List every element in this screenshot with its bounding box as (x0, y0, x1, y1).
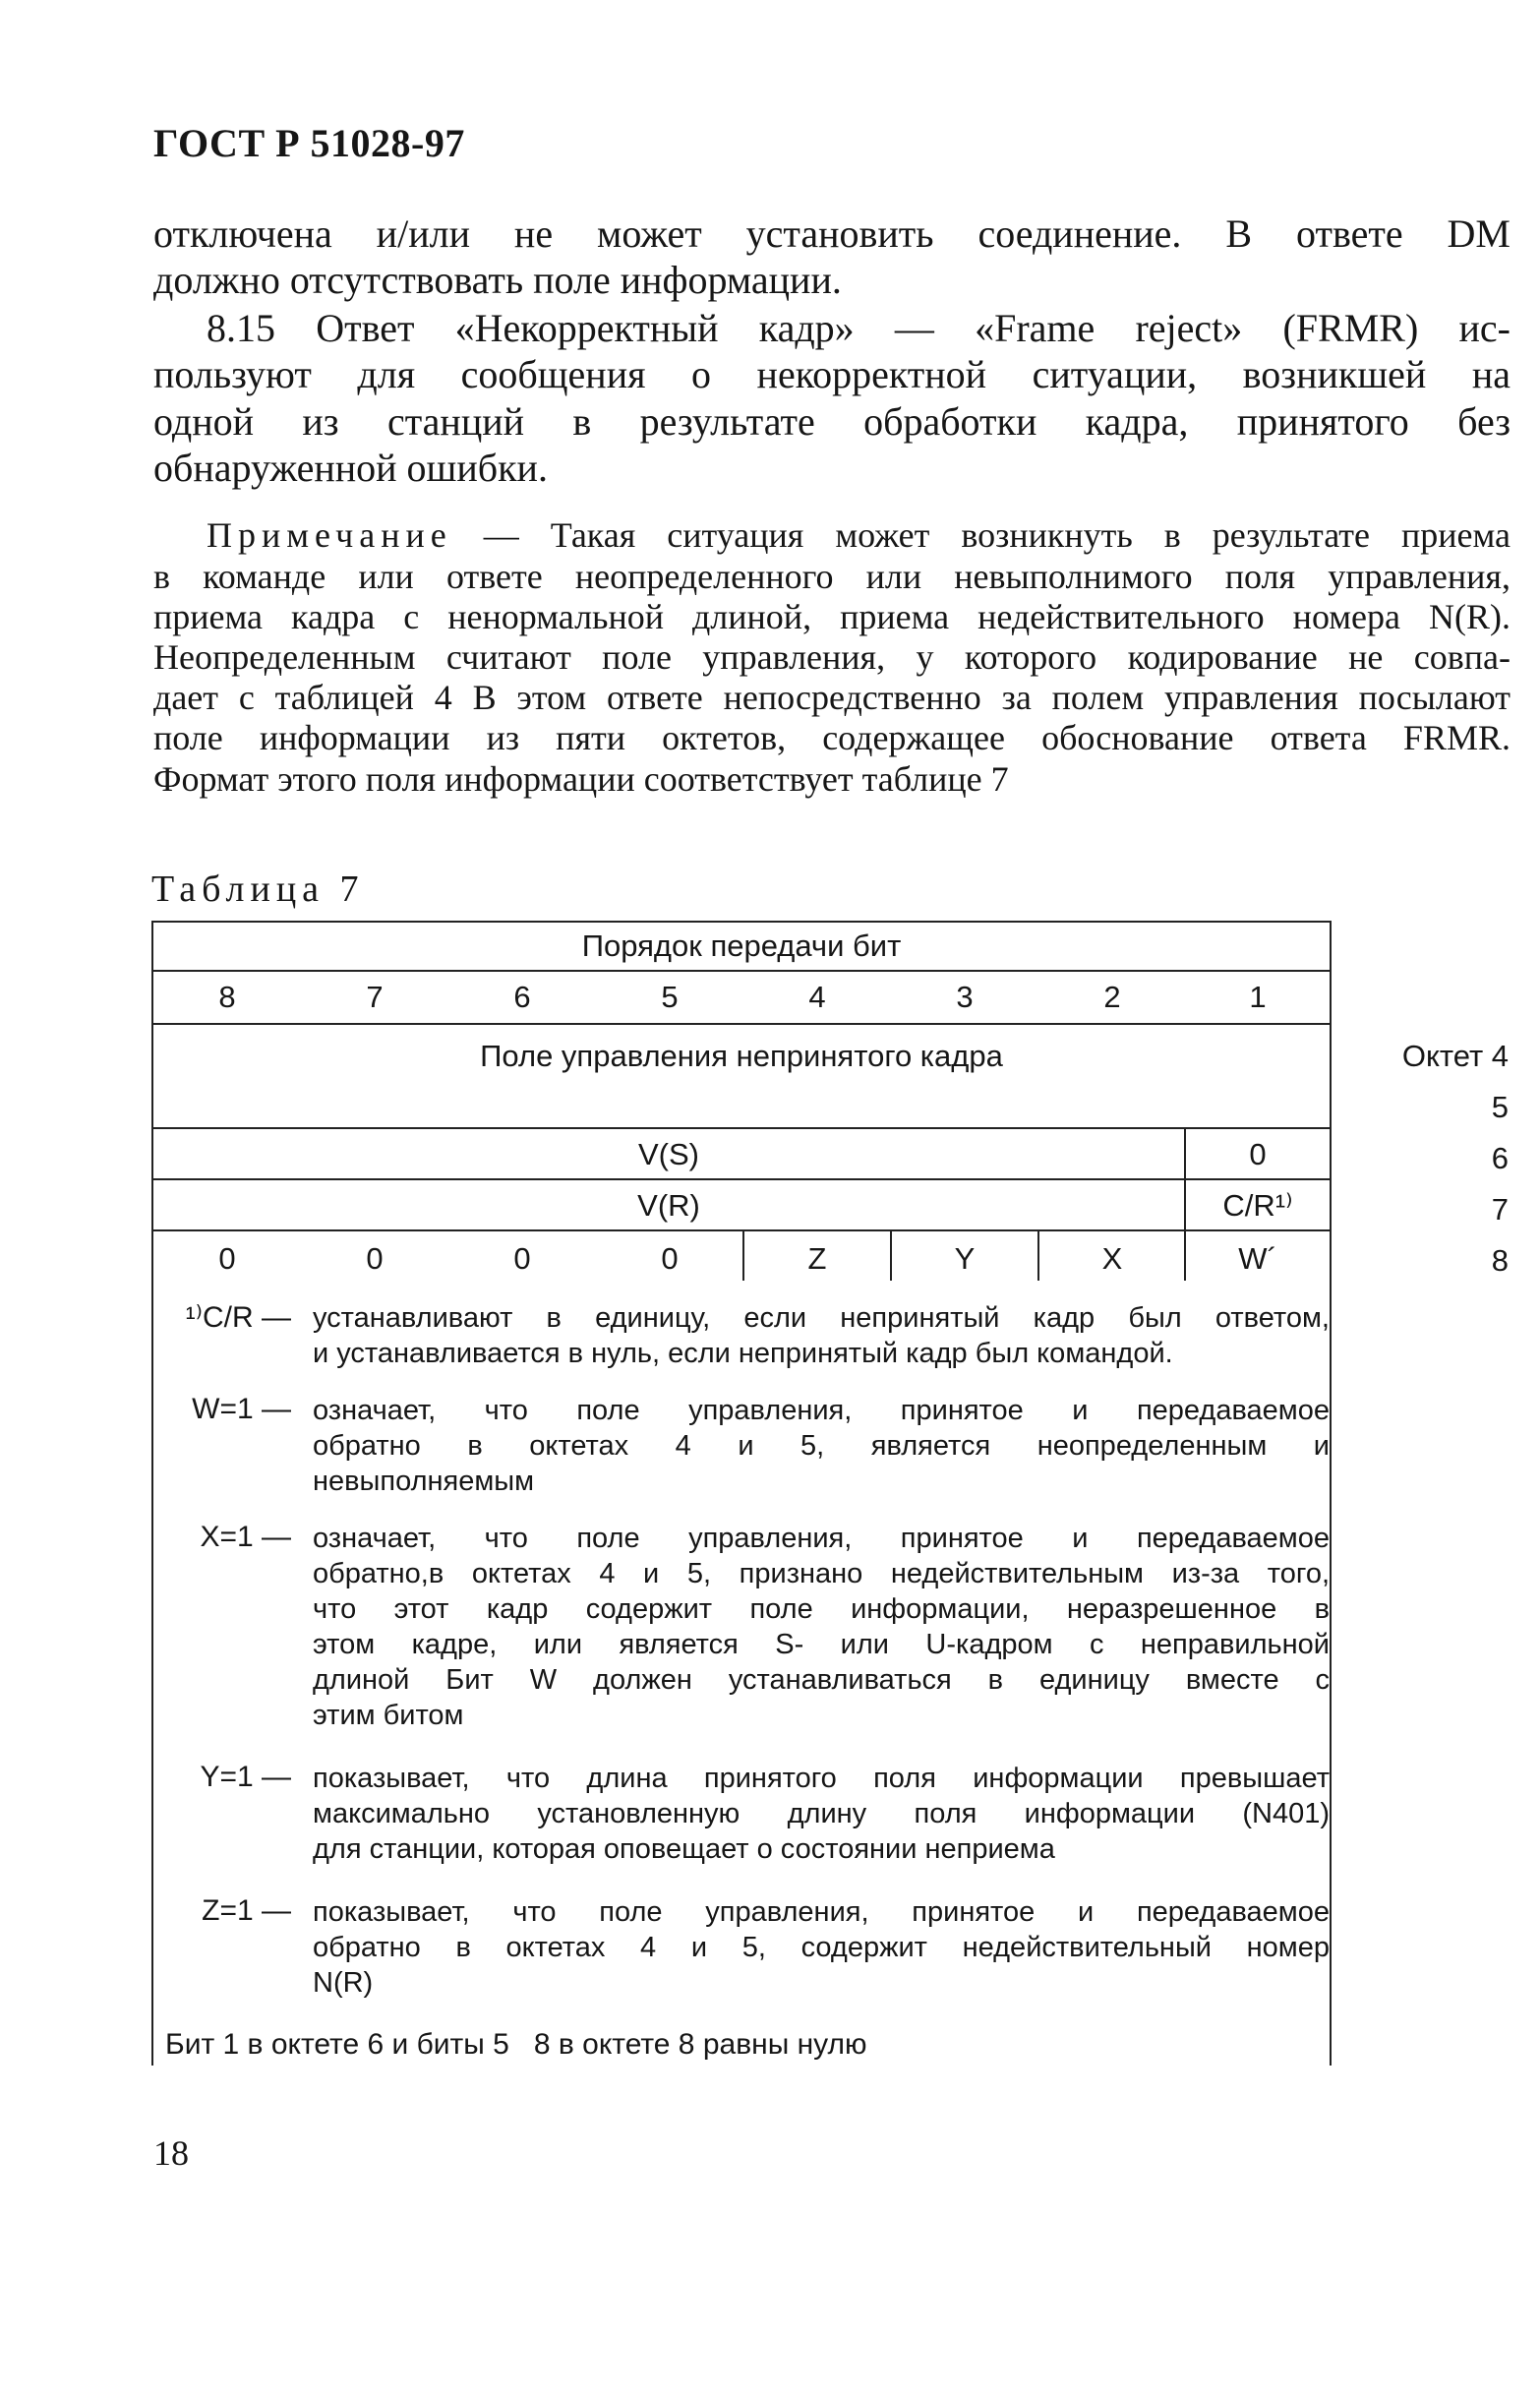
octet-label: 8 (1491, 1243, 1509, 1278)
bit-number: 1 (1249, 980, 1267, 1014)
footnote-key: ¹⁾C/R — (185, 1301, 291, 1334)
document-header: ГОСТ Р 51028-97 (153, 121, 465, 165)
paragraph-line: должно отсутствовать поле информации. (153, 258, 842, 302)
page-number: 18 (153, 2133, 189, 2173)
bit-number: 8 (218, 980, 236, 1014)
paragraph-line: отключена и/или не может установить соединение. В ответе DM (153, 211, 1510, 256)
octet-label: 5 (1491, 1090, 1509, 1124)
paragraph-line: пользуют для сообщения о некорректной ситуации, возникшей на (153, 352, 1510, 396)
paragraph-line: одной из станций в результате обработки кадра, принятого без (153, 399, 1510, 444)
note-line: приема кадра с ненормальной длиной, приема недействительного номера N(R). (153, 597, 1510, 636)
note-line: Неопределенным считают поле управления, у которого кодирование не совпа- (153, 637, 1510, 677)
control-field-cell: Поле управления непринятого кадра (480, 1039, 1003, 1073)
footnote-key: Y=1 — (200, 1761, 291, 1793)
table-caption: Таблица 7 (151, 869, 365, 910)
row8-bit-cell: 0 (513, 1241, 531, 1276)
footnote-key: W=1 — (192, 1393, 291, 1425)
octet-label: 7 (1491, 1192, 1509, 1227)
octet-label: Октет 4 (1401, 1039, 1509, 1073)
note-first-line-text: — Такая ситуация может возникнуть в результате приема (451, 515, 1510, 555)
footnote-line: обратно,в октетах 4 и 5, признано недействительным из-за того, (313, 1558, 1330, 1589)
row8-bit-cell: X (1101, 1241, 1123, 1276)
footnote-key: Z=1 — (202, 1894, 291, 1927)
row8-bit-cell: 0 (218, 1241, 236, 1276)
note-line: поле информации из пяти октетов, содержащее обоснование ответа FRMR. (153, 718, 1510, 757)
paragraph-line: обнаруженной ошибки. (153, 446, 548, 490)
row8-bit-cell: 0 (661, 1241, 679, 1276)
footnote-line: обратно в октетах 4 и 5, содержит недействительный номер (313, 1932, 1330, 1963)
table-bottom-note: Бит 1 в октете 6 и биты 5 8 в октете 8 равны нулю (165, 2028, 867, 2061)
footnote-line: для станции, которая оповещает о состоянии неприема (313, 1833, 1055, 1865)
footnote-line: максимально установленную длину поля информации (N401) (313, 1798, 1330, 1829)
cr-cell: C/R¹⁾ (1222, 1188, 1293, 1223)
bit-number: 4 (808, 980, 826, 1014)
footnote-line: этом кадре, или является S- или U-кадром с неправильной (313, 1629, 1330, 1660)
footnote-line: обратно в октетах 4 и 5, является неопределенным и (313, 1430, 1330, 1462)
note-line: дает с таблицей 4 В этом ответе непосредственно за полем управления посылают (153, 678, 1510, 717)
note-label: Примечание (207, 515, 452, 555)
row8-bit-cell: 0 (366, 1241, 384, 1276)
footnote-line: этим битом (313, 1700, 464, 1731)
row6-bit1-cell: 0 (1249, 1137, 1267, 1171)
note-first-line (207, 515, 1510, 556)
footnote-line: устанавливают в единицу, если непринятый кадр был ответом, (313, 1302, 1330, 1334)
footnote-line: означает, что поле управления, принятое и передаваемое (313, 1395, 1330, 1426)
note-line: в команде или ответе неопределенного или невыполнимого поля управления, (153, 557, 1510, 596)
row8-bit-cell: W´ (1238, 1241, 1277, 1276)
vr-cell: V(R) (637, 1188, 700, 1223)
bit-number: 6 (513, 980, 531, 1014)
footnote-line: невыполняемым (313, 1466, 535, 1497)
footnote-line: означает, что поле управления, принятое и передаваемое (313, 1523, 1330, 1554)
footnote-key: X=1 — (200, 1521, 291, 1553)
paragraph-line: 8.15 Ответ «Некорректный кадр» — «Frame reject» (FRMR) ис- (207, 306, 1510, 350)
footnote-line: показывает, что длина принятого поля информации превышает (313, 1763, 1330, 1794)
row8-bit-cell: Z (807, 1241, 827, 1276)
footnote-line: N(R) (313, 1967, 374, 1999)
row8-bit-cell: Y (954, 1241, 976, 1276)
footnote-line: что этот кадр содержит поле информации, неразрешенное в (313, 1593, 1330, 1625)
footnote-line: и устанавливается в нуль, если непринятый кадр был командой. (313, 1338, 1173, 1369)
bit-number: 7 (366, 980, 384, 1014)
note-line: Формат этого поля информации соответствует таблице 7 (153, 759, 1009, 799)
bit-number: 2 (1103, 980, 1121, 1014)
bit-number: 5 (661, 980, 679, 1014)
table-title: Порядок передачи бит (581, 928, 902, 963)
octet-label: 6 (1491, 1141, 1509, 1175)
footnote-line: длиной Бит W должен устанавливаться в единицу вместе с (313, 1664, 1330, 1696)
bit-number: 3 (956, 980, 974, 1014)
vs-cell: V(S) (638, 1137, 699, 1171)
footnote-line: показывает, что поле управления, принятое и передаваемое (313, 1896, 1330, 1928)
